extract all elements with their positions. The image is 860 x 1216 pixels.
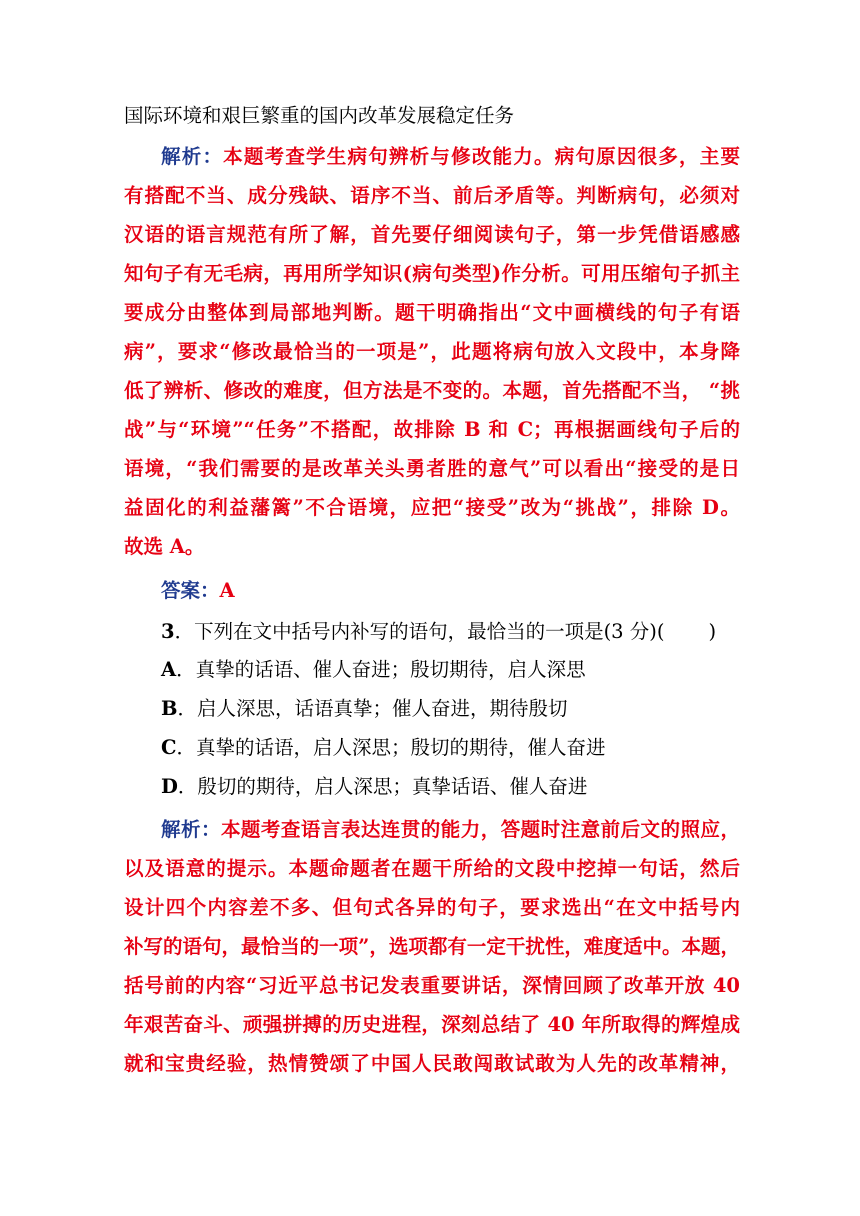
- analysis-line: 设计四个内容差不多、但句式各异的句子，要求选出“在文中括号内: [124, 896, 740, 919]
- option-text: ．殷切的期待，启人深思；真挚话语、催人奋进: [177, 775, 588, 798]
- analysis-line: 有搭配不当、成分残缺、语序不当、前后矛盾等。判断病句，必须对: [124, 184, 740, 207]
- option-text: ．启人深思，话语真挚；催人奋进，期待殷切: [177, 697, 568, 720]
- analysis-line: 病”，要求“修改最恰当的一项是”，此题将病句放入文段中，本身降: [124, 340, 740, 363]
- analysis-line: 汉语的语言规范有所了解，首先要仔细阅读句子，第一步凭借语感感: [124, 223, 740, 246]
- answer-value: A: [219, 579, 235, 602]
- answer-line: [161, 579, 740, 603]
- question-line: [161, 620, 740, 644]
- analysis-line: 要成分由整体到局部地判断。题干明确指出“文中画横线的句子有语: [124, 301, 740, 324]
- option-letter: B: [161, 697, 178, 720]
- analysis-label: 解析：: [161, 818, 221, 841]
- analysis-text: 本题考查语言表达连贯的能力，答题时注意前后文的照应，: [220, 818, 740, 841]
- analysis-line: 语境，“我们需要的是改革关头勇者胜的意气”可以看出“接受的是日: [124, 457, 740, 480]
- analysis-line: 年艰苦奋斗、顽强拼搏的历史进程，深刻总结了 40 年所取得的辉煌成: [124, 1013, 740, 1036]
- analysis-line: 括号前的内容“习近平总书记发表重要讲话，深情回顾了改革开放 40: [124, 974, 740, 997]
- analysis-line: 补写的语句，最恰当的一项”，选项都有一定干扰性，难度适中。本题，: [124, 935, 740, 958]
- analysis-line: [161, 145, 740, 169]
- analysis-text: 本题考查学生病句辨析与修改能力。病句原因很多，主要: [223, 145, 740, 168]
- option-text: ．真挚的话语、催人奋进；殷切期待，启人深思: [176, 658, 586, 681]
- analysis-line: 战”与“环境”“任务”不搭配，故排除 B 和 C；再根据画线句子后的: [124, 418, 740, 441]
- option-letter: D: [161, 775, 178, 798]
- option-text: ．真挚的话语，启人深思；殷切的期待，催人奋进: [176, 736, 606, 759]
- option-letter: C: [161, 736, 177, 759]
- option-c: [161, 736, 740, 760]
- option-d: [161, 775, 740, 799]
- analysis-line: 就和宝贵经验，热情赞颂了中国人民敢闯敢试敢为人先的改革精神，: [124, 1052, 740, 1075]
- question-close-paren: ): [708, 620, 717, 643]
- question-number: 3: [161, 620, 175, 643]
- analysis-line: 低了辨析、修改的难度，但方法是不变的。本题，首先搭配不当， “挑: [124, 379, 740, 402]
- analysis-line: 知句子有无毛病，再用所学知识(病句类型)作分析。可用压缩句子抓主: [124, 262, 740, 285]
- analysis-label: 解析：: [161, 145, 224, 168]
- analysis-line: 益固化的利益藩篱”不合语境，应把“接受”改为“挑战”，排除 D。: [124, 496, 740, 519]
- option-a: [161, 658, 740, 682]
- analysis-line: 以及语意的提示。本题命题者在题干所给的文段中挖掉一句话，然后: [124, 857, 740, 880]
- question-text: ．下列在文中括号内补写的语句，最恰当的一项是(3 分)(: [174, 620, 665, 643]
- top-text-line: 国际环境和艰巨繁重的国内改革发展稳定任务: [124, 104, 515, 127]
- option-letter: A: [161, 658, 177, 681]
- analysis-line: 故选 A。: [124, 535, 205, 558]
- answer-label: 答案：: [161, 579, 220, 602]
- option-b: [161, 697, 740, 721]
- analysis-line: [161, 818, 740, 842]
